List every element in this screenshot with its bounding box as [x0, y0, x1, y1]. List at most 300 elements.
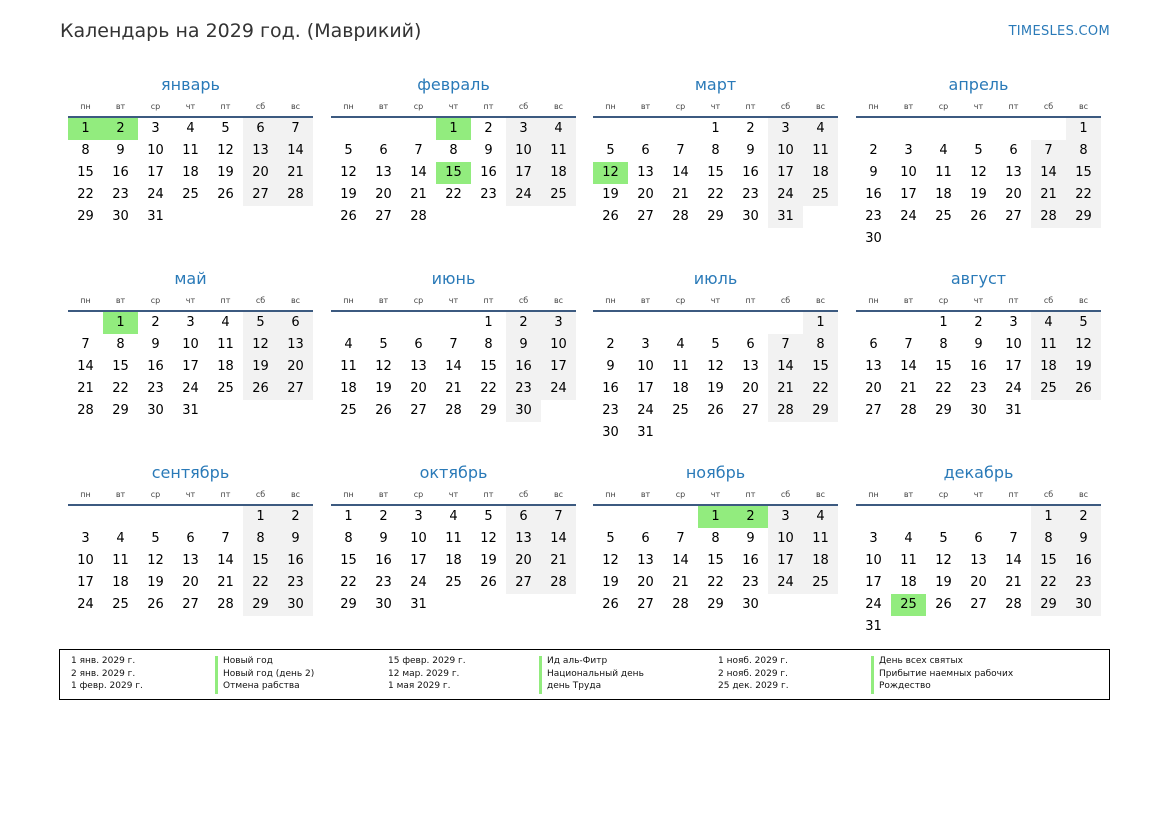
day-cell: 27 — [637, 597, 654, 612]
day-cell: 6 — [379, 143, 388, 158]
day-cell: 2 — [506, 312, 541, 334]
day-cell: 2 — [869, 143, 878, 158]
empty-cell — [208, 506, 243, 528]
day-cell: 23 — [112, 187, 129, 202]
empty-cell — [663, 118, 698, 140]
day-cell: 7 — [541, 506, 576, 528]
day-cell: 29 — [340, 597, 357, 612]
day-cell: 11 — [803, 528, 838, 550]
day-cell: 4 — [676, 337, 685, 352]
day-cell: 30 — [147, 403, 164, 418]
weekday-label: пн — [80, 489, 91, 499]
day-cell: 30 — [742, 597, 759, 612]
day-cell: 18 — [182, 165, 199, 180]
day-cell: 23 — [147, 381, 164, 396]
weekday-label: чт — [448, 101, 459, 111]
day-cell: 12 — [602, 553, 619, 568]
day-cell: 1 — [803, 312, 838, 334]
day-cell: 31 — [1005, 403, 1022, 418]
weekday-label: ср — [675, 295, 686, 305]
weekday-label: пт — [745, 489, 756, 499]
month-calendar — [856, 268, 1101, 422]
day-cell: 17 — [410, 553, 427, 568]
day-cell: 11 — [672, 359, 689, 374]
day-cell: 5 — [1066, 312, 1101, 334]
day-cell: 26 — [375, 403, 392, 418]
day-cell: 23 — [375, 575, 392, 590]
legend-marker — [871, 656, 874, 694]
day-cell: 9 — [746, 143, 755, 158]
day-cell: 28 — [1005, 597, 1022, 612]
day-cell: 13 — [375, 165, 392, 180]
day-cell: 12 — [340, 165, 357, 180]
day-cell: 9 — [746, 531, 755, 546]
day-cell: 1 — [1031, 506, 1066, 528]
day-cell: 28 — [768, 400, 803, 422]
day-cell: 16 — [970, 359, 987, 374]
day-cell: 30 — [970, 403, 987, 418]
day-cell: 14 — [217, 553, 234, 568]
weekday-label: вс — [553, 101, 564, 111]
day-cell: 5 — [606, 143, 615, 158]
day-cell: 8 — [344, 531, 353, 546]
day-cell: 26 — [147, 597, 164, 612]
weekday-header — [68, 292, 313, 308]
month-calendar — [856, 462, 1101, 638]
day-cell: 12 — [243, 334, 278, 356]
day-cell: 24 — [506, 184, 541, 206]
day-cell: 4 — [186, 121, 195, 136]
day-cell: 21 — [768, 378, 803, 400]
day-cell: 31 — [768, 206, 803, 228]
day-cell: 6 — [641, 143, 650, 158]
day-cell: 28 — [77, 403, 94, 418]
weekday-label: вс — [815, 295, 826, 305]
day-cell: 5 — [711, 337, 720, 352]
day-cell: 20 — [865, 381, 882, 396]
day-cell: 4 — [344, 337, 353, 352]
month-name: июнь — [431, 269, 476, 288]
day-cell: 17 — [182, 359, 199, 374]
legend-holiday-name: Ид аль-Фитр — [547, 656, 608, 666]
day-cell: 10 — [410, 531, 427, 546]
empty-cell — [926, 506, 961, 528]
day-cell: 23 — [602, 403, 619, 418]
weekday-label: вт — [378, 295, 389, 305]
weekday-header — [68, 486, 313, 502]
weekday-label: вс — [1078, 489, 1089, 499]
weekday-header — [593, 292, 838, 308]
legend-date: 1 мая 2029 г. — [388, 681, 451, 691]
day-cell: 13 — [182, 553, 199, 568]
day-cell: 25 — [672, 403, 689, 418]
day-cell: 5 — [221, 121, 230, 136]
day-cell: 13 — [865, 359, 882, 374]
day-cell: 28 — [900, 403, 917, 418]
weekday-label: чт — [973, 101, 984, 111]
day-cell: 8 — [116, 337, 125, 352]
empty-cell — [663, 312, 698, 334]
month-name: июль — [693, 269, 738, 288]
empty-cell — [856, 312, 891, 334]
day-cell: 13 — [506, 528, 541, 550]
empty-cell — [698, 312, 733, 334]
day-cell: 21 — [445, 381, 462, 396]
empty-cell — [891, 118, 926, 140]
day-cell: 5 — [606, 531, 615, 546]
day-cell: 19 — [480, 553, 497, 568]
day-cell: 22 — [445, 187, 462, 202]
day-cell: 9 — [606, 359, 615, 374]
day-cell: 8 — [1066, 140, 1101, 162]
month-calendar — [856, 74, 1101, 250]
day-grid — [856, 118, 1101, 250]
day-cell: 4 — [904, 531, 913, 546]
day-cell: 3 — [768, 506, 803, 528]
day-cell: 18 — [112, 575, 129, 590]
day-cell: 6 — [414, 337, 423, 352]
day-cell: 27 — [243, 184, 278, 206]
day-cell: 5 — [379, 337, 388, 352]
weekday-label: вт — [640, 101, 651, 111]
legend-dates-col-2 — [388, 655, 466, 693]
day-cell: 9 — [151, 337, 160, 352]
day-cell: 13 — [970, 553, 987, 568]
day-cell: 16 — [375, 553, 392, 568]
day-cell: 24 — [410, 575, 427, 590]
weekday-label: вт — [640, 295, 651, 305]
weekday-label: пт — [483, 295, 494, 305]
day-cell: 9 — [506, 334, 541, 356]
day-cell: 22 — [480, 381, 497, 396]
day-cell: 7 — [676, 531, 685, 546]
day-cell: 31 — [865, 619, 882, 634]
day-cell: 7 — [676, 143, 685, 158]
weekday-label: вс — [1078, 101, 1089, 111]
weekday-label: пн — [868, 295, 879, 305]
day-cell: 12 — [217, 143, 234, 158]
day-cell: 20 — [182, 575, 199, 590]
weekday-label: ср — [938, 295, 949, 305]
day-cell: 14 — [278, 140, 313, 162]
day-cell: 10 — [541, 334, 576, 356]
legend-names-col-3 — [879, 655, 1013, 693]
weekday-header — [593, 98, 838, 114]
weekday-label: чт — [448, 295, 459, 305]
empty-cell — [856, 506, 891, 528]
day-cell: 20 — [637, 575, 654, 590]
day-cell: 6 — [506, 506, 541, 528]
weekday-label: ср — [413, 101, 424, 111]
empty-cell — [68, 312, 103, 334]
day-cell: 26 — [707, 403, 724, 418]
day-cell: 24 — [182, 381, 199, 396]
legend-date: 25 дек. 2029 г. — [718, 681, 789, 691]
holiday-day-cell: 2 — [733, 506, 768, 528]
day-cell: 29 — [803, 400, 838, 422]
day-cell: 16 — [506, 356, 541, 378]
day-cell: 21 — [278, 162, 313, 184]
empty-cell — [628, 312, 663, 334]
day-cell: 23 — [278, 572, 313, 594]
day-cell: 15 — [935, 359, 952, 374]
day-cell: 6 — [641, 531, 650, 546]
day-cell: 15 — [243, 550, 278, 572]
day-cell: 1 — [243, 506, 278, 528]
day-cell: 10 — [506, 140, 541, 162]
day-cell: 27 — [182, 597, 199, 612]
day-cell: 26 — [480, 575, 497, 590]
weekday-label: сб — [255, 101, 266, 111]
day-cell: 19 — [970, 187, 987, 202]
day-cell: 19 — [1066, 356, 1101, 378]
weekday-label: чт — [710, 489, 721, 499]
weekday-label: сб — [1043, 295, 1054, 305]
day-grid — [331, 118, 576, 228]
weekday-label: вс — [290, 489, 301, 499]
weekday-label: вс — [1078, 295, 1089, 305]
empty-cell — [366, 118, 401, 140]
day-cell: 24 — [541, 378, 576, 400]
day-cell: 25 — [217, 381, 234, 396]
month-calendar — [593, 268, 838, 444]
day-cell: 4 — [1031, 312, 1066, 334]
day-cell: 19 — [340, 187, 357, 202]
legend-names-col-2 — [547, 655, 644, 693]
day-cell: 9 — [869, 165, 878, 180]
day-cell: 15 — [803, 356, 838, 378]
day-cell: 21 — [672, 575, 689, 590]
legend-date: 1 янв. 2029 г. — [71, 656, 136, 666]
day-cell: 20 — [742, 381, 759, 396]
day-cell: 10 — [182, 337, 199, 352]
day-cell: 8 — [484, 337, 493, 352]
day-cell: 22 — [1066, 184, 1101, 206]
month-name: март — [694, 75, 737, 94]
day-cell: 27 — [637, 209, 654, 224]
day-cell: 18 — [541, 162, 576, 184]
month-name: декабрь — [943, 463, 1014, 482]
day-cell: 21 — [77, 381, 94, 396]
day-cell: 27 — [1005, 209, 1022, 224]
day-cell: 24 — [768, 572, 803, 594]
weekday-header — [593, 486, 838, 502]
day-cell: 17 — [637, 381, 654, 396]
day-cell: 3 — [1009, 315, 1018, 330]
day-cell: 2 — [151, 315, 160, 330]
legend-date: 2 нояб. 2029 г. — [718, 668, 789, 679]
day-cell: 27 — [742, 403, 759, 418]
day-cell: 21 — [217, 575, 234, 590]
weekday-label: чт — [185, 295, 196, 305]
day-cell: 14 — [541, 528, 576, 550]
day-cell: 18 — [900, 575, 917, 590]
weekday-label: пн — [343, 489, 354, 499]
month-calendar — [331, 74, 576, 228]
day-cell: 2 — [379, 509, 388, 524]
day-cell: 14 — [900, 359, 917, 374]
empty-cell — [366, 312, 401, 334]
day-cell: 14 — [445, 359, 462, 374]
day-cell: 11 — [182, 143, 199, 158]
legend-dates-col-1 — [71, 655, 143, 693]
weekday-label: вс — [553, 295, 564, 305]
day-cell: 17 — [541, 356, 576, 378]
day-cell: 6 — [186, 531, 195, 546]
weekday-label: чт — [710, 101, 721, 111]
weekday-header — [68, 98, 313, 114]
day-cell: 25 — [803, 184, 838, 206]
weekday-label: пт — [220, 295, 231, 305]
legend-holiday-name: День всех святых — [879, 656, 963, 666]
day-cell: 28 — [672, 597, 689, 612]
site-link[interactable]: TIMESLES.COM — [1008, 24, 1110, 39]
day-cell: 22 — [935, 381, 952, 396]
day-cell: 2 — [606, 337, 615, 352]
weekday-label: вт — [903, 295, 914, 305]
empty-cell — [401, 312, 436, 334]
day-cell: 14 — [1031, 162, 1066, 184]
day-cell: 15 — [340, 553, 357, 568]
day-cell: 20 — [970, 575, 987, 590]
weekday-label: сб — [518, 489, 529, 499]
day-cell: 8 — [939, 337, 948, 352]
day-cell: 15 — [707, 553, 724, 568]
weekday-label: пт — [483, 101, 494, 111]
day-cell: 18 — [935, 187, 952, 202]
day-cell: 28 — [410, 209, 427, 224]
day-cell: 18 — [1031, 356, 1066, 378]
day-cell: 13 — [1005, 165, 1022, 180]
month-calendar — [593, 462, 838, 616]
day-cell: 17 — [77, 575, 94, 590]
empty-cell — [68, 506, 103, 528]
day-cell: 15 — [1031, 550, 1066, 572]
day-cell: 7 — [414, 143, 423, 158]
day-cell: 25 — [340, 403, 357, 418]
day-cell: 31 — [410, 597, 427, 612]
day-cell: 8 — [711, 531, 720, 546]
weekday-label: ср — [675, 489, 686, 499]
day-cell: 4 — [803, 506, 838, 528]
empty-cell — [331, 118, 366, 140]
day-cell: 12 — [1066, 334, 1101, 356]
day-cell: 23 — [970, 381, 987, 396]
day-cell: 2 — [278, 506, 313, 528]
weekday-header — [856, 292, 1101, 308]
day-cell: 9 — [1066, 528, 1101, 550]
day-cell: 28 — [1031, 206, 1066, 228]
day-cell: 8 — [449, 143, 458, 158]
weekday-label: сб — [1043, 489, 1054, 499]
legend-holiday-name: Прибытие наемных рабочих — [879, 668, 1014, 679]
weekday-label: вс — [553, 489, 564, 499]
day-cell: 11 — [935, 165, 952, 180]
day-cell: 6 — [278, 312, 313, 334]
day-cell: 10 — [77, 553, 94, 568]
day-grid — [68, 312, 313, 422]
day-cell: 22 — [340, 575, 357, 590]
weekday-label: сб — [518, 295, 529, 305]
day-cell: 24 — [900, 209, 917, 224]
month-calendar — [331, 462, 576, 616]
day-cell: 21 — [672, 187, 689, 202]
day-cell: 11 — [900, 553, 917, 568]
day-cell: 20 — [506, 550, 541, 572]
day-cell: 29 — [707, 209, 724, 224]
day-cell: 16 — [147, 359, 164, 374]
day-cell: 5 — [151, 531, 160, 546]
legend-date: 1 нояб. 2029 г. — [718, 656, 789, 666]
weekday-label: чт — [185, 489, 196, 499]
legend-holiday-name: Новый год (день 2) — [223, 668, 315, 679]
day-cell: 26 — [217, 187, 234, 202]
day-cell: 14 — [410, 165, 427, 180]
day-cell: 16 — [480, 165, 497, 180]
day-grid — [593, 118, 838, 228]
day-cell: 15 — [77, 165, 94, 180]
day-cell: 31 — [637, 425, 654, 440]
weekday-label: ср — [150, 295, 161, 305]
holiday-day-cell: 1 — [103, 312, 138, 334]
weekday-label: пн — [343, 101, 354, 111]
day-cell: 27 — [375, 209, 392, 224]
day-cell: 4 — [541, 118, 576, 140]
day-cell: 5 — [939, 531, 948, 546]
empty-cell — [103, 506, 138, 528]
day-cell: 10 — [768, 140, 803, 162]
day-cell: 16 — [602, 381, 619, 396]
weekday-label: пн — [605, 489, 616, 499]
weekday-label: чт — [185, 101, 196, 111]
weekday-label: вт — [903, 489, 914, 499]
day-cell: 6 — [1009, 143, 1018, 158]
day-cell: 27 — [410, 403, 427, 418]
weekday-label: ср — [938, 489, 949, 499]
day-cell: 3 — [904, 143, 913, 158]
day-cell: 12 — [970, 165, 987, 180]
day-cell: 3 — [151, 121, 160, 136]
day-cell: 19 — [935, 575, 952, 590]
holiday-day-cell: 1 — [698, 506, 733, 528]
day-cell: 11 — [445, 531, 462, 546]
empty-cell — [961, 118, 996, 140]
day-cell: 31 — [182, 403, 199, 418]
day-cell: 10 — [865, 553, 882, 568]
month-name: август — [950, 269, 1007, 288]
legend-date: 15 февр. 2029 г. — [388, 656, 466, 666]
day-cell: 8 — [803, 334, 838, 356]
weekday-label: сб — [780, 295, 791, 305]
day-cell: 14 — [1005, 553, 1022, 568]
month-name: февраль — [417, 75, 490, 94]
weekday-label: сб — [780, 489, 791, 499]
day-cell: 23 — [742, 575, 759, 590]
weekday-label: пт — [1008, 101, 1019, 111]
day-cell: 15 — [112, 359, 129, 374]
weekday-label: ср — [413, 295, 424, 305]
legend-date: 1 февр. 2029 г. — [71, 681, 143, 691]
day-cell: 13 — [637, 165, 654, 180]
day-cell: 19 — [147, 575, 164, 590]
day-cell: 3 — [641, 337, 650, 352]
day-cell: 10 — [768, 528, 803, 550]
weekday-label: пн — [605, 295, 616, 305]
day-cell: 18 — [803, 550, 838, 572]
day-cell: 12 — [935, 553, 952, 568]
empty-cell — [733, 312, 768, 334]
empty-cell — [856, 118, 891, 140]
